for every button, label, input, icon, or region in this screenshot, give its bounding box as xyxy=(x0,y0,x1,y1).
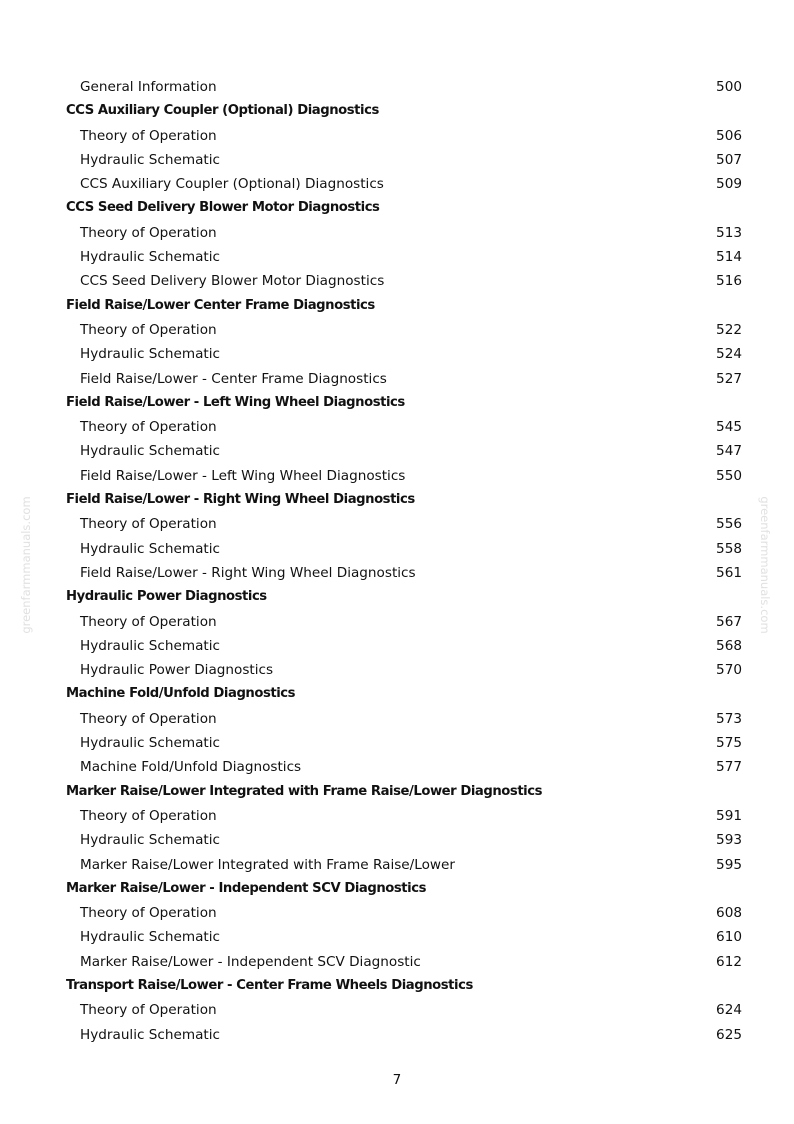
toc-entry[interactable] xyxy=(0,755,794,779)
toc-section-heading[interactable] xyxy=(0,99,794,123)
toc-entry[interactable] xyxy=(0,75,794,99)
toc-page-number: 573 xyxy=(716,710,742,727)
toc-page-number: 610 xyxy=(716,929,742,946)
toc-entry-title: Marker Raise/Lower - Independent SCV Diagnostic xyxy=(80,953,421,970)
toc-entry[interactable] xyxy=(0,1023,794,1047)
toc-page-number: 567 xyxy=(716,613,742,630)
toc-entry[interactable] xyxy=(0,561,794,585)
toc-page-number: 500 xyxy=(716,79,742,95)
toc-entry[interactable] xyxy=(0,998,794,1022)
toc-entry-title: Marker Raise/Lower Integrated with Frame Raise/Lower xyxy=(80,856,455,873)
toc-section-title: Hydraulic Power Diagnostics xyxy=(66,589,267,605)
toc-entry[interactable] xyxy=(0,853,794,877)
toc-page-number: 509 xyxy=(716,176,742,193)
toc-entry[interactable] xyxy=(0,415,794,439)
toc-entry[interactable] xyxy=(0,318,794,342)
toc-page-number: 593 xyxy=(716,832,742,849)
toc-entry-title: Field Raise/Lower - Center Frame Diagnostics xyxy=(80,370,387,387)
toc-entry-title: Theory of Operation xyxy=(80,224,217,241)
toc-entry[interactable] xyxy=(0,367,794,391)
toc-entry-title: CCS Seed Delivery Blower Motor Diagnostics xyxy=(80,273,385,290)
toc-entry-title: Field Raise/Lower - Left Wing Wheel Diagnostics xyxy=(80,467,406,484)
toc-entry-title: Hydraulic Schematic xyxy=(80,151,221,168)
toc-entry-title: Theory of Operation xyxy=(80,807,217,824)
toc-entry-title: Theory of Operation xyxy=(80,710,217,727)
toc-section-title: Field Raise/Lower Center Frame Diagnostics xyxy=(66,297,375,313)
toc-section-heading[interactable] xyxy=(0,974,794,998)
toc-entry[interactable] xyxy=(0,221,794,245)
toc-entry[interactable] xyxy=(0,245,794,269)
toc-section-heading[interactable] xyxy=(0,682,794,706)
toc-page-number: 514 xyxy=(716,249,742,266)
toc-entry-title: CCS Auxiliary Coupler (Optional) Diagnostics xyxy=(80,176,384,193)
toc-entry-title: Theory of Operation xyxy=(80,419,217,436)
toc-page-number: 507 xyxy=(716,151,742,168)
toc-page-number: 561 xyxy=(716,564,742,581)
toc-page-number: 625 xyxy=(716,1026,742,1043)
toc-page-number: 624 xyxy=(716,1002,742,1019)
toc-entry[interactable] xyxy=(0,464,794,488)
toc-entry[interactable] xyxy=(0,610,794,634)
toc-page-number: 550 xyxy=(716,467,742,484)
toc-section-title: Marker Raise/Lower Integrated with Frame Raise/Lower Diagnostics xyxy=(66,783,543,799)
toc-page-number: 568 xyxy=(716,637,742,654)
toc-entry-title: Hydraulic Schematic xyxy=(80,735,221,752)
toc-section-title: CCS Seed Delivery Blower Motor Diagnostics xyxy=(66,200,380,216)
page-number: 7 xyxy=(392,1072,402,1088)
toc-page-number: 595 xyxy=(716,856,742,873)
toc-page-number: 522 xyxy=(716,321,742,338)
toc-entry-title: Hydraulic Schematic xyxy=(80,540,221,557)
toc-section-heading[interactable] xyxy=(0,780,794,804)
toc-entry-title: Hydraulic Schematic xyxy=(80,929,221,946)
toc-page-number: 524 xyxy=(716,346,742,363)
toc-entry[interactable] xyxy=(0,731,794,755)
toc-section-heading[interactable] xyxy=(0,196,794,220)
toc-entry-title: Theory of Operation xyxy=(80,127,217,144)
toc-entry-title: Theory of Operation xyxy=(80,1002,217,1019)
toc-page-number: 513 xyxy=(716,224,742,241)
toc-entry-title: Theory of Operation xyxy=(80,905,217,922)
toc-entry-title: Hydraulic Schematic xyxy=(80,346,221,363)
toc-section-title: Machine Fold/Unfold Diagnostics xyxy=(66,686,296,702)
toc-page-number: 558 xyxy=(716,540,742,557)
toc-section-heading[interactable] xyxy=(0,294,794,318)
toc-section-heading[interactable] xyxy=(0,391,794,415)
toc-entry[interactable] xyxy=(0,172,794,196)
toc-page-number: 577 xyxy=(716,759,742,776)
toc-entry[interactable] xyxy=(0,950,794,974)
table-of-contents xyxy=(0,75,794,1047)
toc-entry[interactable] xyxy=(0,634,794,658)
toc-page-number: 591 xyxy=(716,807,742,824)
toc-page-number: 575 xyxy=(716,735,742,752)
toc-section-title: Field Raise/Lower - Right Wing Wheel Diagnostics xyxy=(66,492,415,508)
toc-section-title: CCS Auxiliary Coupler (Optional) Diagnostics xyxy=(66,103,379,119)
toc-page-number: 516 xyxy=(716,273,742,290)
toc-entry-title: Theory of Operation xyxy=(80,321,217,338)
watermark-right: greenfarmmanuals.com xyxy=(758,496,772,634)
toc-page-number: 608 xyxy=(716,905,742,922)
toc-entry-title: Machine Fold/Unfold Diagnostics xyxy=(80,759,302,776)
toc-entry-title: Hydraulic Schematic xyxy=(80,443,221,460)
toc-entry-title: Theory of Operation xyxy=(80,516,217,533)
toc-entry-title: Hydraulic Schematic xyxy=(80,1026,221,1043)
toc-entry[interactable] xyxy=(0,925,794,949)
toc-section-heading[interactable] xyxy=(0,877,794,901)
toc-entry-title: General Information xyxy=(80,79,217,95)
toc-entry-title: Hydraulic Schematic xyxy=(80,249,221,266)
toc-entry-title: Hydraulic Power Diagnostics xyxy=(80,662,274,679)
toc-entry[interactable] xyxy=(0,439,794,463)
toc-entry-title: Theory of Operation xyxy=(80,613,217,630)
toc-entry[interactable] xyxy=(0,124,794,148)
toc-page-number: 506 xyxy=(716,127,742,144)
toc-section-heading[interactable] xyxy=(0,488,794,512)
toc-page-number: 556 xyxy=(716,516,742,533)
toc-entry[interactable] xyxy=(0,269,794,293)
toc-page-number: 547 xyxy=(716,443,742,460)
toc-entry[interactable] xyxy=(0,901,794,925)
toc-entry[interactable] xyxy=(0,148,794,172)
toc-page-number: 612 xyxy=(716,953,742,970)
toc-section-title: Transport Raise/Lower - Center Frame Wheels Diagnostics xyxy=(66,977,473,993)
toc-section-title: Marker Raise/Lower - Independent SCV Diagnostics xyxy=(66,880,427,896)
toc-section-title: Field Raise/Lower - Left Wing Wheel Diagnostics xyxy=(66,394,405,410)
toc-entry-title: Field Raise/Lower - Right Wing Wheel Diagnostics xyxy=(80,564,416,581)
toc-entry[interactable] xyxy=(0,828,794,852)
toc-entry-title: Hydraulic Schematic xyxy=(80,832,221,849)
toc-page-number: 545 xyxy=(716,419,742,436)
toc-entry[interactable] xyxy=(0,707,794,731)
toc-entry[interactable] xyxy=(0,342,794,366)
watermark-left: greenfarmmanuals.com xyxy=(19,496,33,634)
toc-entry[interactable] xyxy=(0,804,794,828)
toc-entry[interactable] xyxy=(0,537,794,561)
toc-entry-title: Hydraulic Schematic xyxy=(80,637,221,654)
toc-page-number: 527 xyxy=(716,370,742,387)
toc-page-number: 570 xyxy=(716,662,742,679)
toc-section-heading[interactable] xyxy=(0,585,794,609)
toc-entry[interactable] xyxy=(0,658,794,682)
toc-entry[interactable] xyxy=(0,512,794,536)
